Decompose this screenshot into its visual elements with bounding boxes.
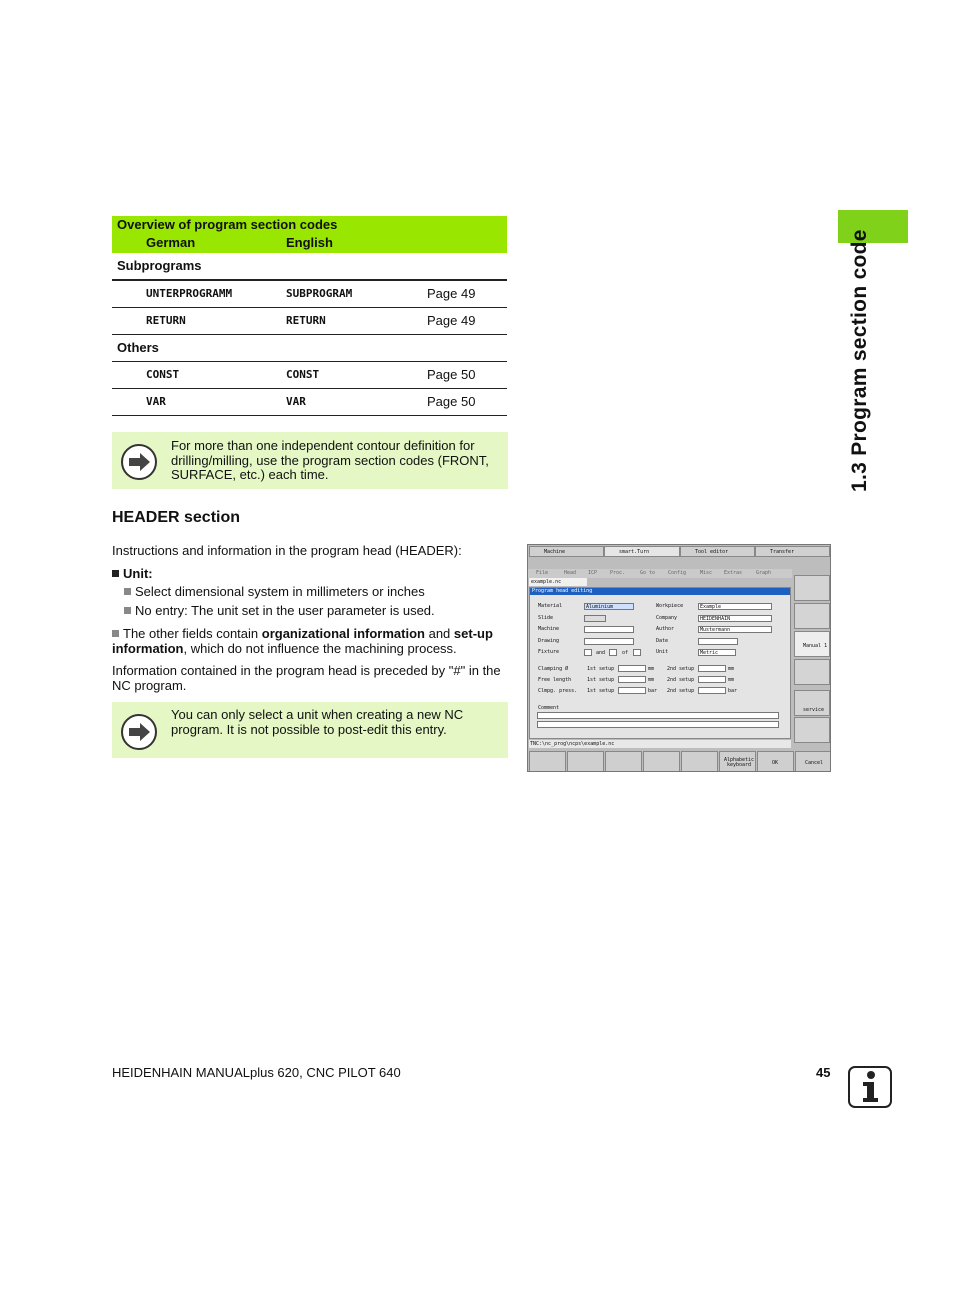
menu-item[interactable]: Proc. — [610, 570, 626, 576]
company-field[interactable]: HEIDENHAIN — [698, 615, 772, 622]
menu-item[interactable]: ICP — [588, 570, 598, 576]
menu-item[interactable]: Extras — [724, 570, 743, 576]
unit-field[interactable]: Metric — [698, 649, 736, 656]
bullet-unit: Unit: — [112, 566, 153, 581]
fixture-of-field[interactable] — [633, 649, 641, 656]
free-length-1-field[interactable] — [618, 676, 646, 683]
file-tab[interactable]: example.nc — [529, 578, 587, 586]
softkey[interactable] — [529, 751, 566, 772]
free-length-2-field[interactable] — [698, 676, 726, 683]
author-field[interactable]: Mustermann — [698, 626, 772, 633]
column-german: German — [146, 235, 196, 250]
intro-text: Instructions and information in the program head (HEADER): — [112, 543, 462, 558]
note-box — [112, 432, 508, 489]
machine-field[interactable] — [584, 626, 634, 633]
vertical-softkey[interactable] — [794, 659, 830, 685]
dialog-window: Program head editing Material Slide Machine Drawing Fixture Aluminium and of Workpiece Company Author Date Unit Example HEIDENHAIN Mustermann Metric Clamping Ø Free length Clmpg. press. 1st setup 1st setup 1st setup mm mm bar 2nd setup 2nd setup 2nd setup mm mm bar Comment — [529, 587, 791, 739]
date-field[interactable] — [698, 638, 738, 645]
path-bar: TNC:\nc_prog\ncps\example.nc — [529, 740, 791, 748]
fixture-field[interactable] — [584, 649, 592, 656]
softkey-alphabetic-keyboard[interactable]: Alphabetic keyboard — [719, 751, 756, 772]
bullet-square-icon — [112, 630, 119, 637]
softkey-cancel[interactable]: Cancel — [795, 751, 831, 772]
vertical-softkey[interactable] — [794, 603, 830, 629]
dialog-title: Program head editing — [530, 588, 790, 595]
menu-item[interactable]: Graph — [756, 570, 772, 576]
table-group-row: Others — [112, 335, 507, 362]
material-field[interactable]: Aluminium — [584, 603, 634, 610]
tab-transfer[interactable]: Transfer — [755, 546, 830, 557]
menu-item[interactable]: Go to — [640, 570, 656, 576]
table-group-row: Subprograms — [112, 253, 507, 280]
softkey[interactable] — [643, 751, 680, 772]
bullet-square-icon — [124, 588, 131, 595]
arrow-right-icon — [121, 444, 157, 480]
table-header — [112, 216, 507, 253]
bullet-square-icon — [124, 607, 131, 614]
note-text: You can only select a unit when creating a new NC program. It is not possible to post-edit this entry. — [171, 707, 464, 737]
drawing-field[interactable] — [584, 638, 634, 645]
clamping-2-field[interactable] — [698, 665, 726, 672]
vertical-softkey-service[interactable]: service — [794, 690, 830, 716]
footer-text: HEIDENHAIN MANUALplus 620, CNC PILOT 640 — [112, 1065, 401, 1080]
tab-tool-editor[interactable]: Tool editor — [680, 546, 755, 557]
bullet-other: The other fields contain organizational information and set-up information, which do not influence the machining process. — [112, 626, 493, 656]
menu-item[interactable]: Misc — [700, 570, 713, 576]
softkey[interactable] — [681, 751, 718, 772]
sub-bullet: No entry: The unit set in the user parameter is used. — [124, 603, 514, 618]
table-row: CONST CONST Page 50 — [112, 362, 507, 389]
note-text: For more than one independent contour definition for drilling/milling, use the program section codes (FRONT, SURFACE, etc.) each time. — [171, 438, 489, 482]
cnc-screenshot — [527, 544, 831, 772]
page-number: 45 — [816, 1065, 831, 1080]
preceded-text: Information contained in the program head is preceded by "#" in the NC program. — [112, 663, 501, 693]
table-row: VAR VAR Page 50 — [112, 389, 507, 416]
comment-field-1[interactable] — [537, 712, 779, 719]
bullet-square-icon — [112, 570, 119, 577]
table-title: Overview of program section codes — [117, 217, 338, 232]
arrow-right-icon — [121, 714, 157, 750]
workpiece-field[interactable]: Example — [698, 603, 772, 610]
vertical-softkey-t[interactable] — [794, 717, 830, 743]
menu-bar — [528, 569, 792, 578]
sub-bullet: Select dimensional system in millimeters or inches — [124, 584, 514, 599]
menu-item[interactable]: File — [536, 570, 549, 576]
tab-smart-turn[interactable]: smart.Turn — [604, 546, 680, 557]
menu-item[interactable]: Head — [564, 570, 577, 576]
column-english: English — [286, 235, 333, 250]
slide-field[interactable] — [584, 615, 606, 622]
clamp-press-2-field[interactable] — [698, 687, 726, 694]
clamp-press-1-field[interactable] — [618, 687, 646, 694]
tab-machine[interactable]: Machine — [529, 546, 604, 557]
softkey[interactable] — [605, 751, 642, 772]
comment-field-2[interactable] — [537, 721, 779, 728]
vertical-softkey-manual[interactable]: Manual 1 — [794, 631, 830, 657]
fixture-and-field[interactable] — [609, 649, 617, 656]
menu-item[interactable]: Config — [668, 570, 687, 576]
clamping-1-field[interactable] — [618, 665, 646, 672]
info-icon — [848, 1066, 892, 1108]
note-box — [112, 702, 508, 758]
table-row: RETURN RETURN Page 49 — [112, 308, 507, 335]
softkey-ok[interactable]: OK — [757, 751, 794, 772]
softkey[interactable] — [567, 751, 604, 772]
section-codes-table — [112, 216, 507, 416]
table-row: UNTERPROGRAMM SUBPROGRAM Page 49 — [112, 280, 507, 308]
chapter-side-title: 1.3 Program section code — [848, 229, 871, 492]
vertical-softkey[interactable] — [794, 575, 830, 601]
section-heading: HEADER section — [112, 509, 241, 526]
